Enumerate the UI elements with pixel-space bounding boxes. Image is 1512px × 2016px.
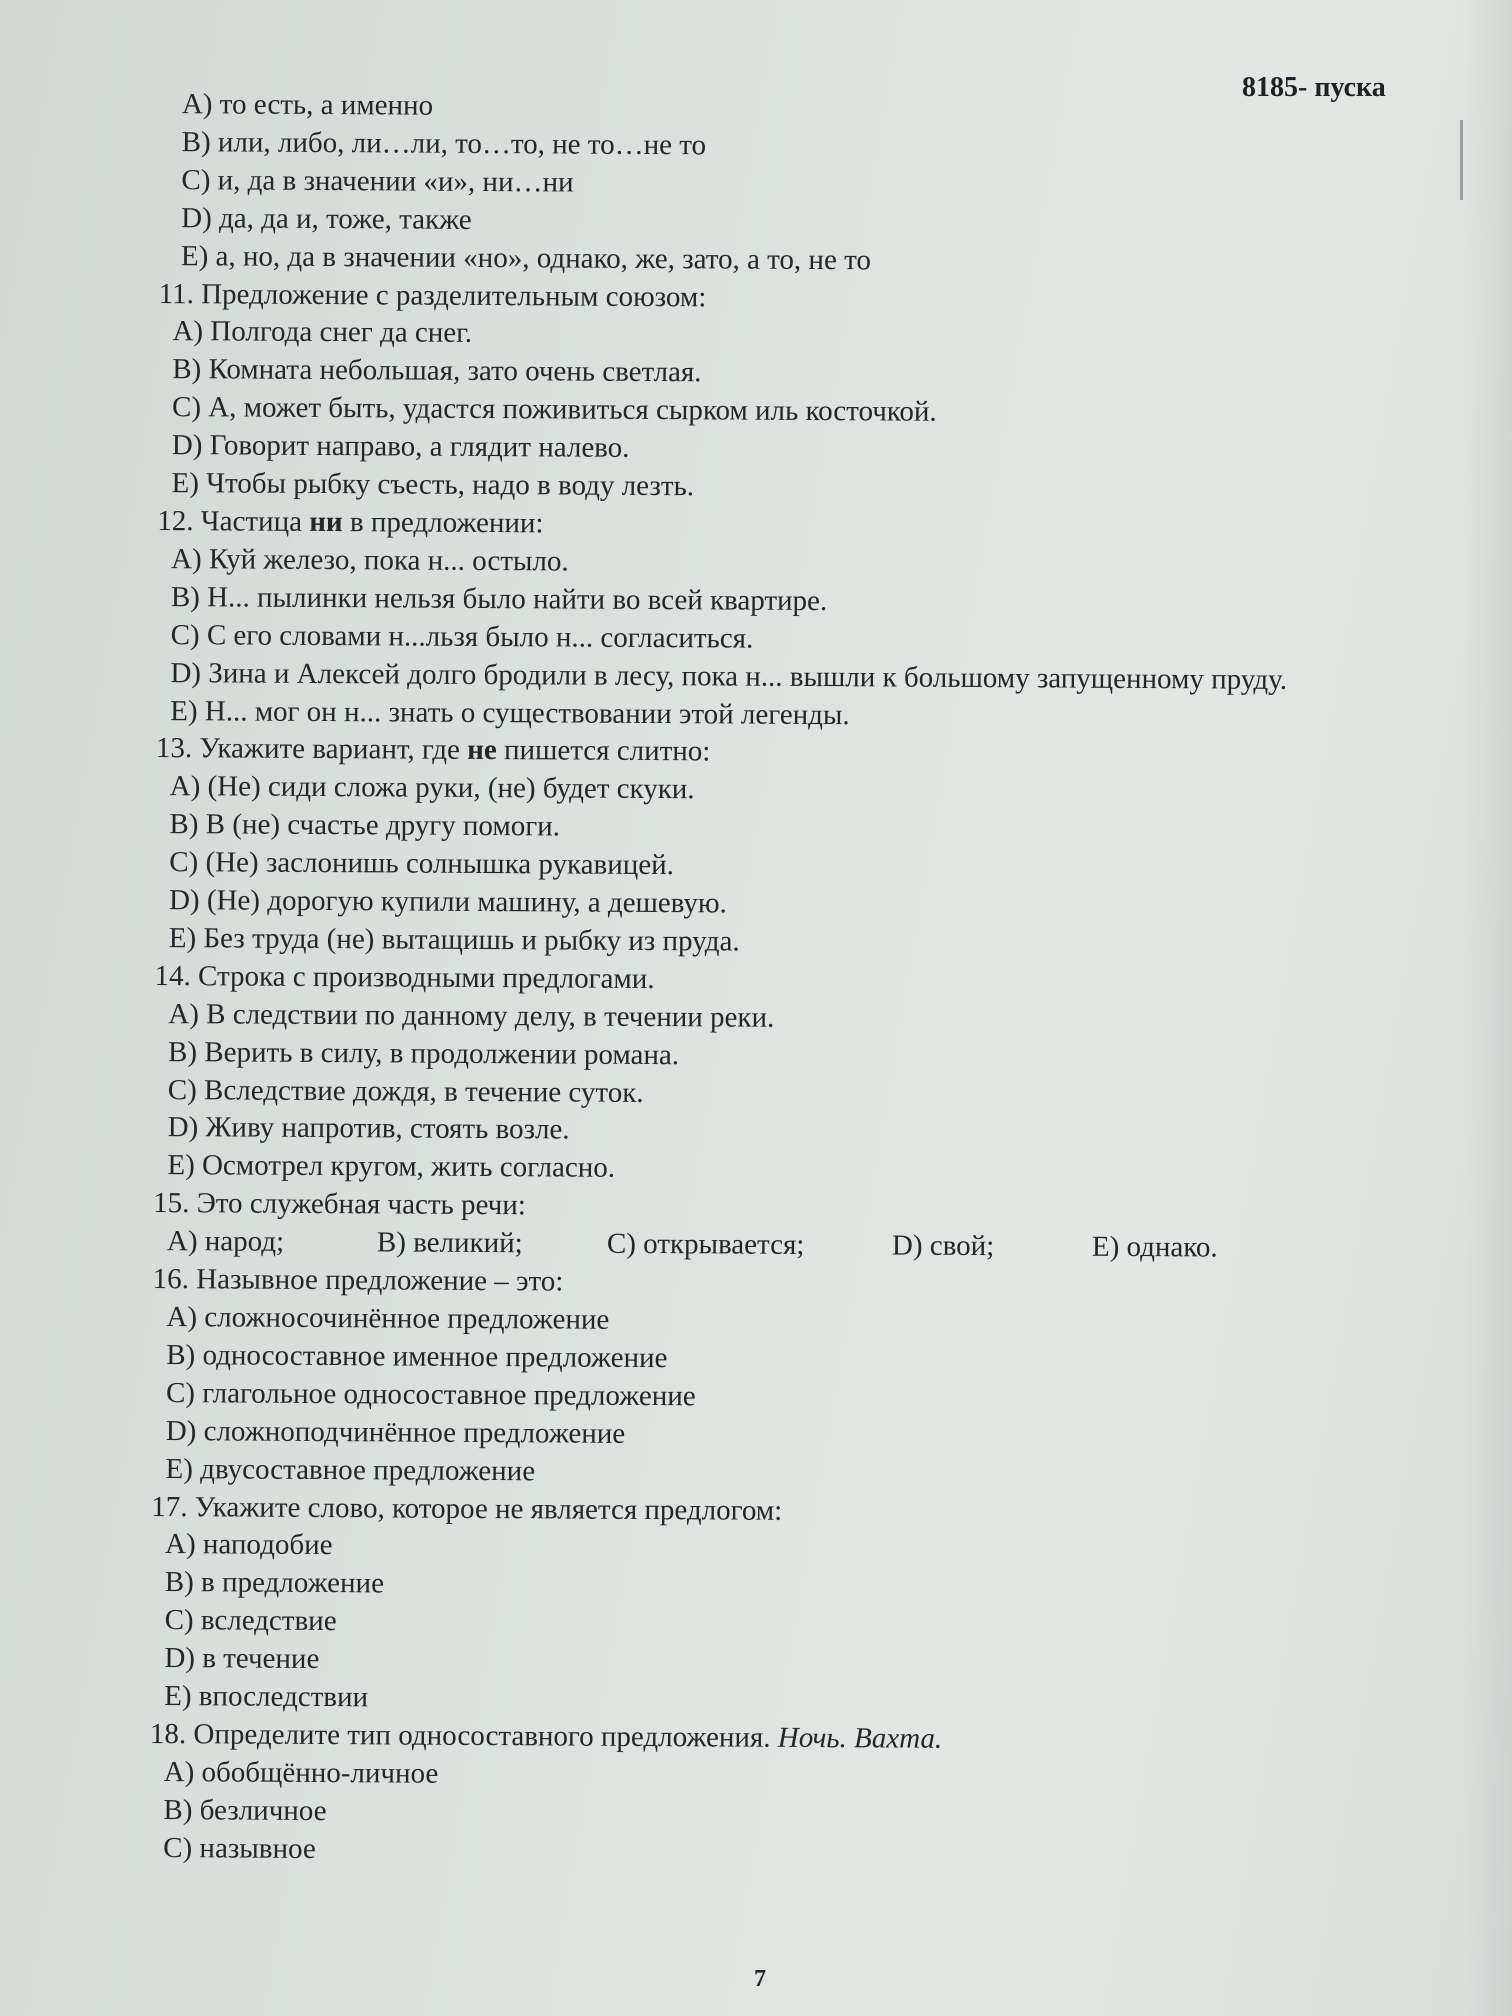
option-a: А) сложносочинённое предложение bbox=[166, 1301, 610, 1336]
option-e: Е) двусоставное предложение bbox=[165, 1452, 536, 1487]
option-b: В) односоставное именное предложение bbox=[166, 1338, 668, 1375]
option-e: Е) Осмотрел кругом, жить согласно. bbox=[167, 1149, 616, 1185]
option-c: С) Вследствие дождя, в течение суток. bbox=[167, 1073, 644, 1109]
option-a: А) наподобие bbox=[164, 1528, 333, 1562]
question-text-end: пишется слитно: bbox=[496, 734, 711, 768]
option-c: С) назывное bbox=[163, 1831, 316, 1865]
option-b: В) В (не) счастье другу помоги. bbox=[169, 808, 561, 843]
question-text: 16. Назывное предложение – это: bbox=[152, 1263, 564, 1298]
test-content bbox=[149, 86, 1400, 1875]
margin-mark bbox=[1460, 120, 1463, 200]
option-d: D) (Не) дорогую купили машину, а дешевую. bbox=[168, 884, 727, 920]
top-options bbox=[159, 86, 1400, 283]
option-d: D) сложноподчинённое предложение bbox=[165, 1414, 626, 1450]
option-a: А) обобщённо-личное bbox=[163, 1755, 439, 1790]
option-c: С) (Не) заслонишь солнышка рукавицей. bbox=[169, 846, 675, 882]
option-c: С) глагольное односоставное предложение bbox=[165, 1376, 696, 1413]
option-b: В) Н... пылинки нельзя было найти во всей квартире. bbox=[170, 580, 828, 617]
option-e: Е) Н... мог он н... знать о существовании этой легенды. bbox=[170, 694, 850, 731]
option-a: А) (Не) сиди сложа руки, (не) будет скуки. bbox=[169, 770, 695, 806]
option-b: В) великий; bbox=[376, 1226, 523, 1260]
question-keyword: ни bbox=[309, 505, 343, 539]
option-d: D) Зина и Алексей долго бродили в лесу, пока н... вышли к большому запущенному пруду. bbox=[170, 656, 1288, 696]
option-b: В) Верить в силу, в продолжении романа. bbox=[168, 1035, 680, 1071]
page-number: 7 bbox=[754, 1966, 766, 1992]
option-a: А) то есть, а именно bbox=[181, 88, 434, 122]
option-b: В) или, либо, ли…ли, то…то, не то…не то bbox=[181, 126, 707, 162]
question-18 bbox=[149, 1716, 1390, 1875]
option-a: А) В следствии по данному делу, в течении реки. bbox=[168, 997, 775, 1034]
option-d: D) в течение bbox=[164, 1642, 320, 1676]
option-e: Е) а, но, да в значении «но», однако, же, зато, а то, не то bbox=[180, 239, 872, 276]
option-c: С) открывается; bbox=[606, 1227, 805, 1262]
question-example: Ночь. Вахта. bbox=[777, 1721, 943, 1755]
question-text-start: 12. Частица bbox=[157, 504, 310, 538]
question-text: 15. Это служебная часть речи: bbox=[153, 1187, 526, 1222]
question-14 bbox=[153, 958, 1394, 1193]
question-text: 11. Предложение с разделительным союзом: bbox=[158, 277, 707, 313]
option-a: А) народ; bbox=[166, 1225, 285, 1258]
option-b: В) Комната небольшая, зато очень светлая. bbox=[172, 353, 702, 389]
option-b: В) в предложение bbox=[164, 1566, 385, 1600]
question-11 bbox=[157, 276, 1398, 511]
option-e: Е) однако. bbox=[1091, 1230, 1218, 1264]
option-e: Е) Без труда (не) вытащишь и рыбку из пруда. bbox=[168, 922, 740, 958]
option-c: С) А, может быть, удастся поживиться сырком иль косточкой. bbox=[171, 391, 937, 429]
question-17 bbox=[150, 1489, 1391, 1724]
option-e: Е) впоследствии bbox=[164, 1680, 369, 1714]
option-d: D) да, да и, тоже, также bbox=[181, 201, 472, 236]
question-text: 17. Укажите слово, которое не является предлогом: bbox=[151, 1490, 783, 1527]
question-keyword: не bbox=[467, 734, 497, 767]
question-text-end: в предложении: bbox=[342, 506, 544, 540]
option-c: С) и, да в значении «и», ни…ни bbox=[181, 163, 574, 199]
option-a: А) Полгода снег да снег. bbox=[172, 315, 473, 350]
option-b: В) безличное bbox=[163, 1793, 327, 1827]
question-text: 14. Строка с производными предлогами. bbox=[154, 959, 655, 995]
option-a: А) Куй железо, пока н... остыло. bbox=[171, 542, 569, 578]
option-d: D) свой; bbox=[891, 1229, 995, 1263]
question-16 bbox=[151, 1261, 1392, 1496]
option-c: С) С его словами н...льзя было н... согласиться. bbox=[170, 618, 754, 655]
question-13 bbox=[155, 730, 1396, 965]
question-12 bbox=[156, 503, 1397, 738]
option-e: Е) Чтобы рыбку съесть, надо в воду лезть. bbox=[171, 467, 695, 503]
question-15 bbox=[153, 1185, 1393, 1268]
question-text-start: 13. Укажите вариант, где bbox=[155, 732, 468, 767]
document-code: 8185- пуска bbox=[1242, 72, 1386, 103]
question-text-start: 18. Определите тип односоставного предложения. bbox=[149, 1717, 771, 1754]
option-d: D) Живу напротив, стоять возле. bbox=[167, 1111, 570, 1146]
option-d: D) Говорит направо, а глядит налево. bbox=[171, 429, 630, 465]
option-c: С) вследствие bbox=[164, 1604, 337, 1638]
